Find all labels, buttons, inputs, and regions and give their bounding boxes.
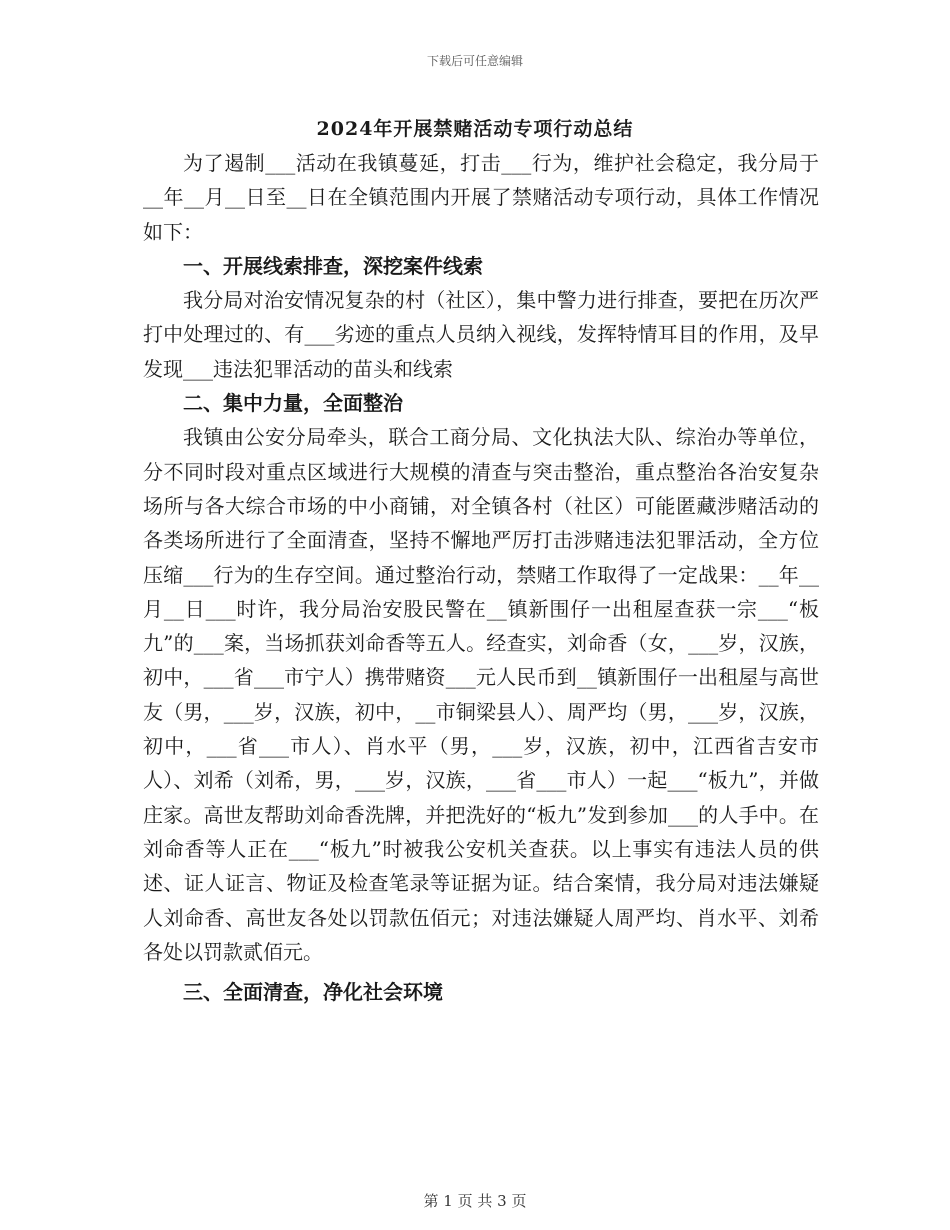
intro-paragraph: 为了遏制___活动在我镇蔓延，打击___行为，维护社会稳定，我分局于__年__月__日至__日在全镇范围内开展了禁赌活动专项行动，具体工作情况如下： — [143, 151, 819, 244]
document-title: 2024年开展禁赌活动专项行动总结 — [316, 118, 634, 140]
page-footer-number: 第 1 页 共 3 页 — [423, 1192, 527, 1210]
document-body — [143, 146, 819, 1009]
section-body-2: 我镇由公安分局牵头，联合工商分局、文化执法大队、综治办等单位，分不同时段对重点区域进行大规模的清查与突击整治，重点整治各治安复杂场所与各大综合市场的中小商铺，对全镇各村（社区）可能匿藏涉赌活动的各类场所进行了全面清查，坚持不懈地严厉打击涉赌违法犯罪活动，全方位压缩___行为的生存空间。通过整治行动，禁赌工作取得了一定战果：__年__月__日___时许，我分局治安股民警在__镇新围仔一出租屋查获一宗___“板九”的___案，当场抓获刘命香等五人。经查实，刘命香（女，___岁，汉族，初中，___省___市宁人）携带赌资___元人民币到__镇新围仔一出租屋与高世友（男，___岁，汉族，初中，__市铜梁县人）、周严均（男，___岁，汉族，初中，___省___市人）、肖水平（男，___岁，汉族，初中，江西省吉安市人）、刘希（刘希，男，___岁，汉族，___省___市人）一起___“板九”，并做庄家。高世友帮助刘命香洗牌，并把洗好的“板九”发到参加___的人手中。在刘命香等人正在___“板九”时被我公安机关查获。以上事实有违法人员的供述、证人证言、物证及检查笔录等证据为证。结合案情，我分局对违法嫌疑人刘命香、高世友各处以罚款伍佰元；对违法嫌疑人周严均、肖水平、刘希各处以罚款贰佰元。 — [143, 425, 819, 964]
section-heading-1: 一、开展线索排查，深挖案件线索 — [183, 253, 483, 278]
page-header-note: 下载后可任意编辑 — [426, 54, 523, 68]
section-heading-2: 二、集中力量，全面整治 — [183, 391, 403, 416]
section-heading-3: 三、全面清查，净化社会环境 — [183, 980, 443, 1005]
section-body-1: 我分局对治安情况复杂的村（社区），集中警力进行排查，要把在历次严打中处理过的、有___劣迹的重点人员纳入视线，发挥特情耳目的作用，及早发现___违法犯罪活动的苗头和线索 — [143, 288, 819, 381]
